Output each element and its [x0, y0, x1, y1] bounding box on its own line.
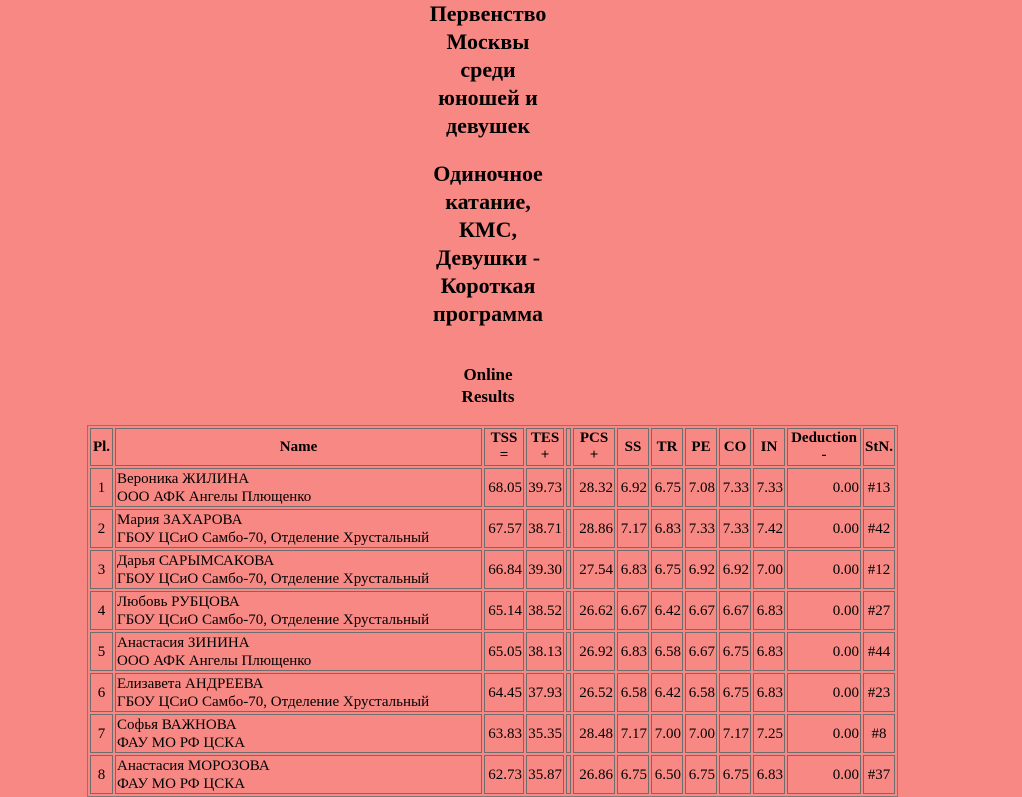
tes-cell: 37.93	[526, 673, 564, 712]
skater-club: ГБОУ ЦСиО Самбо-70, Отделение Хрустальный	[117, 570, 430, 587]
tes-cell: 39.73	[526, 468, 564, 507]
in-cell: 6.83	[753, 673, 785, 712]
skater-club: ГБОУ ЦСиО Самбо-70, Отделение Хрустальный	[117, 693, 430, 710]
deduction-cell: 0.00	[787, 714, 861, 753]
tss-cell: 67.57	[484, 509, 524, 548]
deduction-cell: 0.00	[787, 591, 861, 630]
co-cell: 6.92	[719, 550, 751, 589]
place-cell: 5	[90, 632, 113, 671]
name-cell	[115, 714, 482, 753]
in-cell: 6.83	[753, 632, 785, 671]
spacer-cell	[566, 673, 571, 712]
deduction-cell: 0.00	[787, 755, 861, 794]
start-number-cell: #23	[863, 673, 895, 712]
results-body	[90, 468, 895, 794]
tr-cell: 6.42	[651, 591, 683, 630]
place-cell: 2	[90, 509, 113, 548]
tss-cell: 63.83	[484, 714, 524, 753]
co-cell: 7.33	[719, 468, 751, 507]
skater-club: ГБОУ ЦСиО Самбо-70, Отделение Хрустальный	[117, 529, 430, 546]
col-tss-sign: =	[499, 447, 509, 463]
co-cell: 6.75	[719, 632, 751, 671]
skater-name: Софья ВАЖНОВА	[117, 716, 237, 733]
place-cell: 8	[90, 755, 113, 794]
segment-title-line: КМС,	[458, 217, 518, 242]
pcs-cell: 26.86	[573, 755, 615, 794]
skater-name: Дарья САРЫМСАКОВА	[117, 552, 275, 569]
skater-name: Елизавета АНДРЕЕВА	[117, 675, 264, 692]
in-cell: 7.25	[753, 714, 785, 753]
start-number-cell: #27	[863, 591, 895, 630]
tr-cell: 6.83	[651, 509, 683, 548]
col-deduction-label: Deduction	[791, 430, 857, 446]
col-tes-sign: +	[540, 447, 550, 463]
table-row	[90, 673, 895, 712]
co-cell: 7.33	[719, 509, 751, 548]
spacer-cell	[566, 468, 571, 507]
place-cell: 4	[90, 591, 113, 630]
ss-cell: 6.58	[617, 673, 649, 712]
place-cell: 1	[90, 468, 113, 507]
skater-name: Мария ЗАХАРОВА	[117, 511, 243, 528]
col-name: Name	[115, 428, 482, 466]
pe-cell: 7.33	[685, 509, 717, 548]
skater-club: ГБОУ ЦСиО Самбо-70, Отделение Хрустальный	[117, 611, 430, 628]
table-row	[90, 714, 895, 753]
in-cell: 7.42	[753, 509, 785, 548]
place-cell: 7	[90, 714, 113, 753]
col-in: IN	[753, 428, 785, 466]
col-place: Pl.	[90, 428, 113, 466]
pcs-cell: 28.48	[573, 714, 615, 753]
pe-cell: 6.67	[685, 591, 717, 630]
tss-cell: 66.84	[484, 550, 524, 589]
tr-cell: 6.75	[651, 468, 683, 507]
skater-club: ФАУ МО РФ ЦСКА	[117, 734, 246, 751]
name-cell	[115, 509, 482, 548]
deduction-cell: 0.00	[787, 468, 861, 507]
pe-cell: 6.92	[685, 550, 717, 589]
name-cell	[115, 673, 482, 712]
pcs-cell: 26.52	[573, 673, 615, 712]
spacer-cell	[566, 550, 571, 589]
start-number-cell: #13	[863, 468, 895, 507]
deduction-cell: 0.00	[787, 509, 861, 548]
col-pe: PE	[685, 428, 717, 466]
in-cell: 7.33	[753, 468, 785, 507]
col-pcs-label: PCS	[579, 430, 609, 446]
skater-name: Вероника ЖИЛИНА	[117, 470, 250, 487]
event-title-line: Москвы	[446, 29, 530, 54]
col-deduction	[787, 428, 861, 466]
co-cell: 6.75	[719, 673, 751, 712]
deduction-cell: 0.00	[787, 632, 861, 671]
tss-cell: 65.05	[484, 632, 524, 671]
event-title	[424, 0, 552, 140]
tes-cell: 38.52	[526, 591, 564, 630]
start-number-cell: #12	[863, 550, 895, 589]
tss-cell: 68.05	[484, 468, 524, 507]
ss-cell: 6.83	[617, 550, 649, 589]
table-row	[90, 468, 895, 507]
event-title-line: среди	[460, 57, 516, 82]
start-number-cell: #37	[863, 755, 895, 794]
ss-cell: 6.83	[617, 632, 649, 671]
co-cell: 6.75	[719, 755, 751, 794]
in-cell: 6.83	[753, 591, 785, 630]
segment-title-line: Девушки -	[435, 245, 541, 270]
tes-cell: 35.87	[526, 755, 564, 794]
col-pcs	[573, 428, 615, 466]
col-tes-label: TES	[530, 430, 560, 446]
page-header	[424, 0, 552, 328]
pe-cell: 7.08	[685, 468, 717, 507]
tss-cell: 62.73	[484, 755, 524, 794]
name-cell	[115, 591, 482, 630]
in-cell: 6.83	[753, 755, 785, 794]
start-number-cell: #42	[863, 509, 895, 548]
table-row	[90, 632, 895, 671]
event-title-line: Первенство	[429, 1, 547, 26]
results-line: Results	[461, 387, 515, 406]
event-title-line: девушек	[445, 113, 531, 138]
skater-club: ООО АФК Ангелы Плющенко	[117, 488, 312, 505]
tes-cell: 39.30	[526, 550, 564, 589]
segment-title-line: Короткая	[440, 273, 536, 298]
deduction-cell: 0.00	[787, 550, 861, 589]
col-spacer	[566, 428, 571, 466]
name-cell	[115, 632, 482, 671]
col-deduction-sign: -	[821, 447, 827, 463]
pe-cell: 6.67	[685, 632, 717, 671]
segment-title-line: катание,	[445, 189, 531, 214]
pcs-cell: 26.62	[573, 591, 615, 630]
tr-cell: 6.75	[651, 550, 683, 589]
online-line: Online	[463, 365, 513, 384]
start-number-cell: #8	[863, 714, 895, 753]
skater-club: ООО АФК Ангелы Плющенко	[117, 652, 312, 669]
segment-title-line: программа	[433, 301, 543, 326]
skater-name: Любовь РУБЦОВА	[117, 593, 240, 610]
spacer-cell	[566, 632, 571, 671]
tr-cell: 6.50	[651, 755, 683, 794]
start-number-cell: #44	[863, 632, 895, 671]
table-header-row	[90, 428, 895, 466]
col-tss-label: TSS	[490, 430, 518, 446]
spacer-cell	[566, 591, 571, 630]
ss-cell: 7.17	[617, 509, 649, 548]
name-cell	[115, 755, 482, 794]
online-results-heading	[440, 364, 536, 408]
in-cell: 7.00	[753, 550, 785, 589]
name-cell	[115, 550, 482, 589]
ss-cell: 6.92	[617, 468, 649, 507]
tss-cell: 65.14	[484, 591, 524, 630]
col-co: CO	[719, 428, 751, 466]
segment-title	[424, 160, 552, 328]
table-row	[90, 755, 895, 794]
col-tr: TR	[651, 428, 683, 466]
spacer-cell	[566, 509, 571, 548]
pe-cell: 6.75	[685, 755, 717, 794]
event-title-line: юношей и	[438, 85, 538, 110]
table-row	[90, 509, 895, 548]
place-cell: 3	[90, 550, 113, 589]
ss-cell: 7.17	[617, 714, 649, 753]
table-row	[90, 591, 895, 630]
ss-cell: 6.75	[617, 755, 649, 794]
tr-cell: 7.00	[651, 714, 683, 753]
tss-cell: 64.45	[484, 673, 524, 712]
pcs-cell: 27.54	[573, 550, 615, 589]
pcs-cell: 26.92	[573, 632, 615, 671]
spacer-cell	[566, 714, 571, 753]
pe-cell: 7.00	[685, 714, 717, 753]
col-start-number: StN.	[863, 428, 895, 466]
name-cell	[115, 468, 482, 507]
tes-cell: 35.35	[526, 714, 564, 753]
tr-cell: 6.58	[651, 632, 683, 671]
tes-cell: 38.13	[526, 632, 564, 671]
place-cell: 6	[90, 673, 113, 712]
pcs-cell: 28.32	[573, 468, 615, 507]
tes-cell: 38.71	[526, 509, 564, 548]
col-tss	[484, 428, 524, 466]
deduction-cell: 0.00	[787, 673, 861, 712]
pcs-cell: 28.86	[573, 509, 615, 548]
skater-name: Анастасия ЗИНИНА	[117, 634, 250, 651]
co-cell: 7.17	[719, 714, 751, 753]
col-ss: SS	[617, 428, 649, 466]
skater-club: ФАУ МО РФ ЦСКА	[117, 775, 246, 792]
col-tes	[526, 428, 564, 466]
col-pcs-sign: +	[589, 447, 599, 463]
co-cell: 6.67	[719, 591, 751, 630]
results-table	[87, 425, 898, 797]
pe-cell: 6.58	[685, 673, 717, 712]
tr-cell: 6.42	[651, 673, 683, 712]
table-row	[90, 550, 895, 589]
spacer-cell	[566, 755, 571, 794]
skater-name: Анастасия МОРОЗОВА	[117, 757, 270, 774]
segment-title-line: Одиночное	[433, 161, 543, 186]
ss-cell: 6.67	[617, 591, 649, 630]
